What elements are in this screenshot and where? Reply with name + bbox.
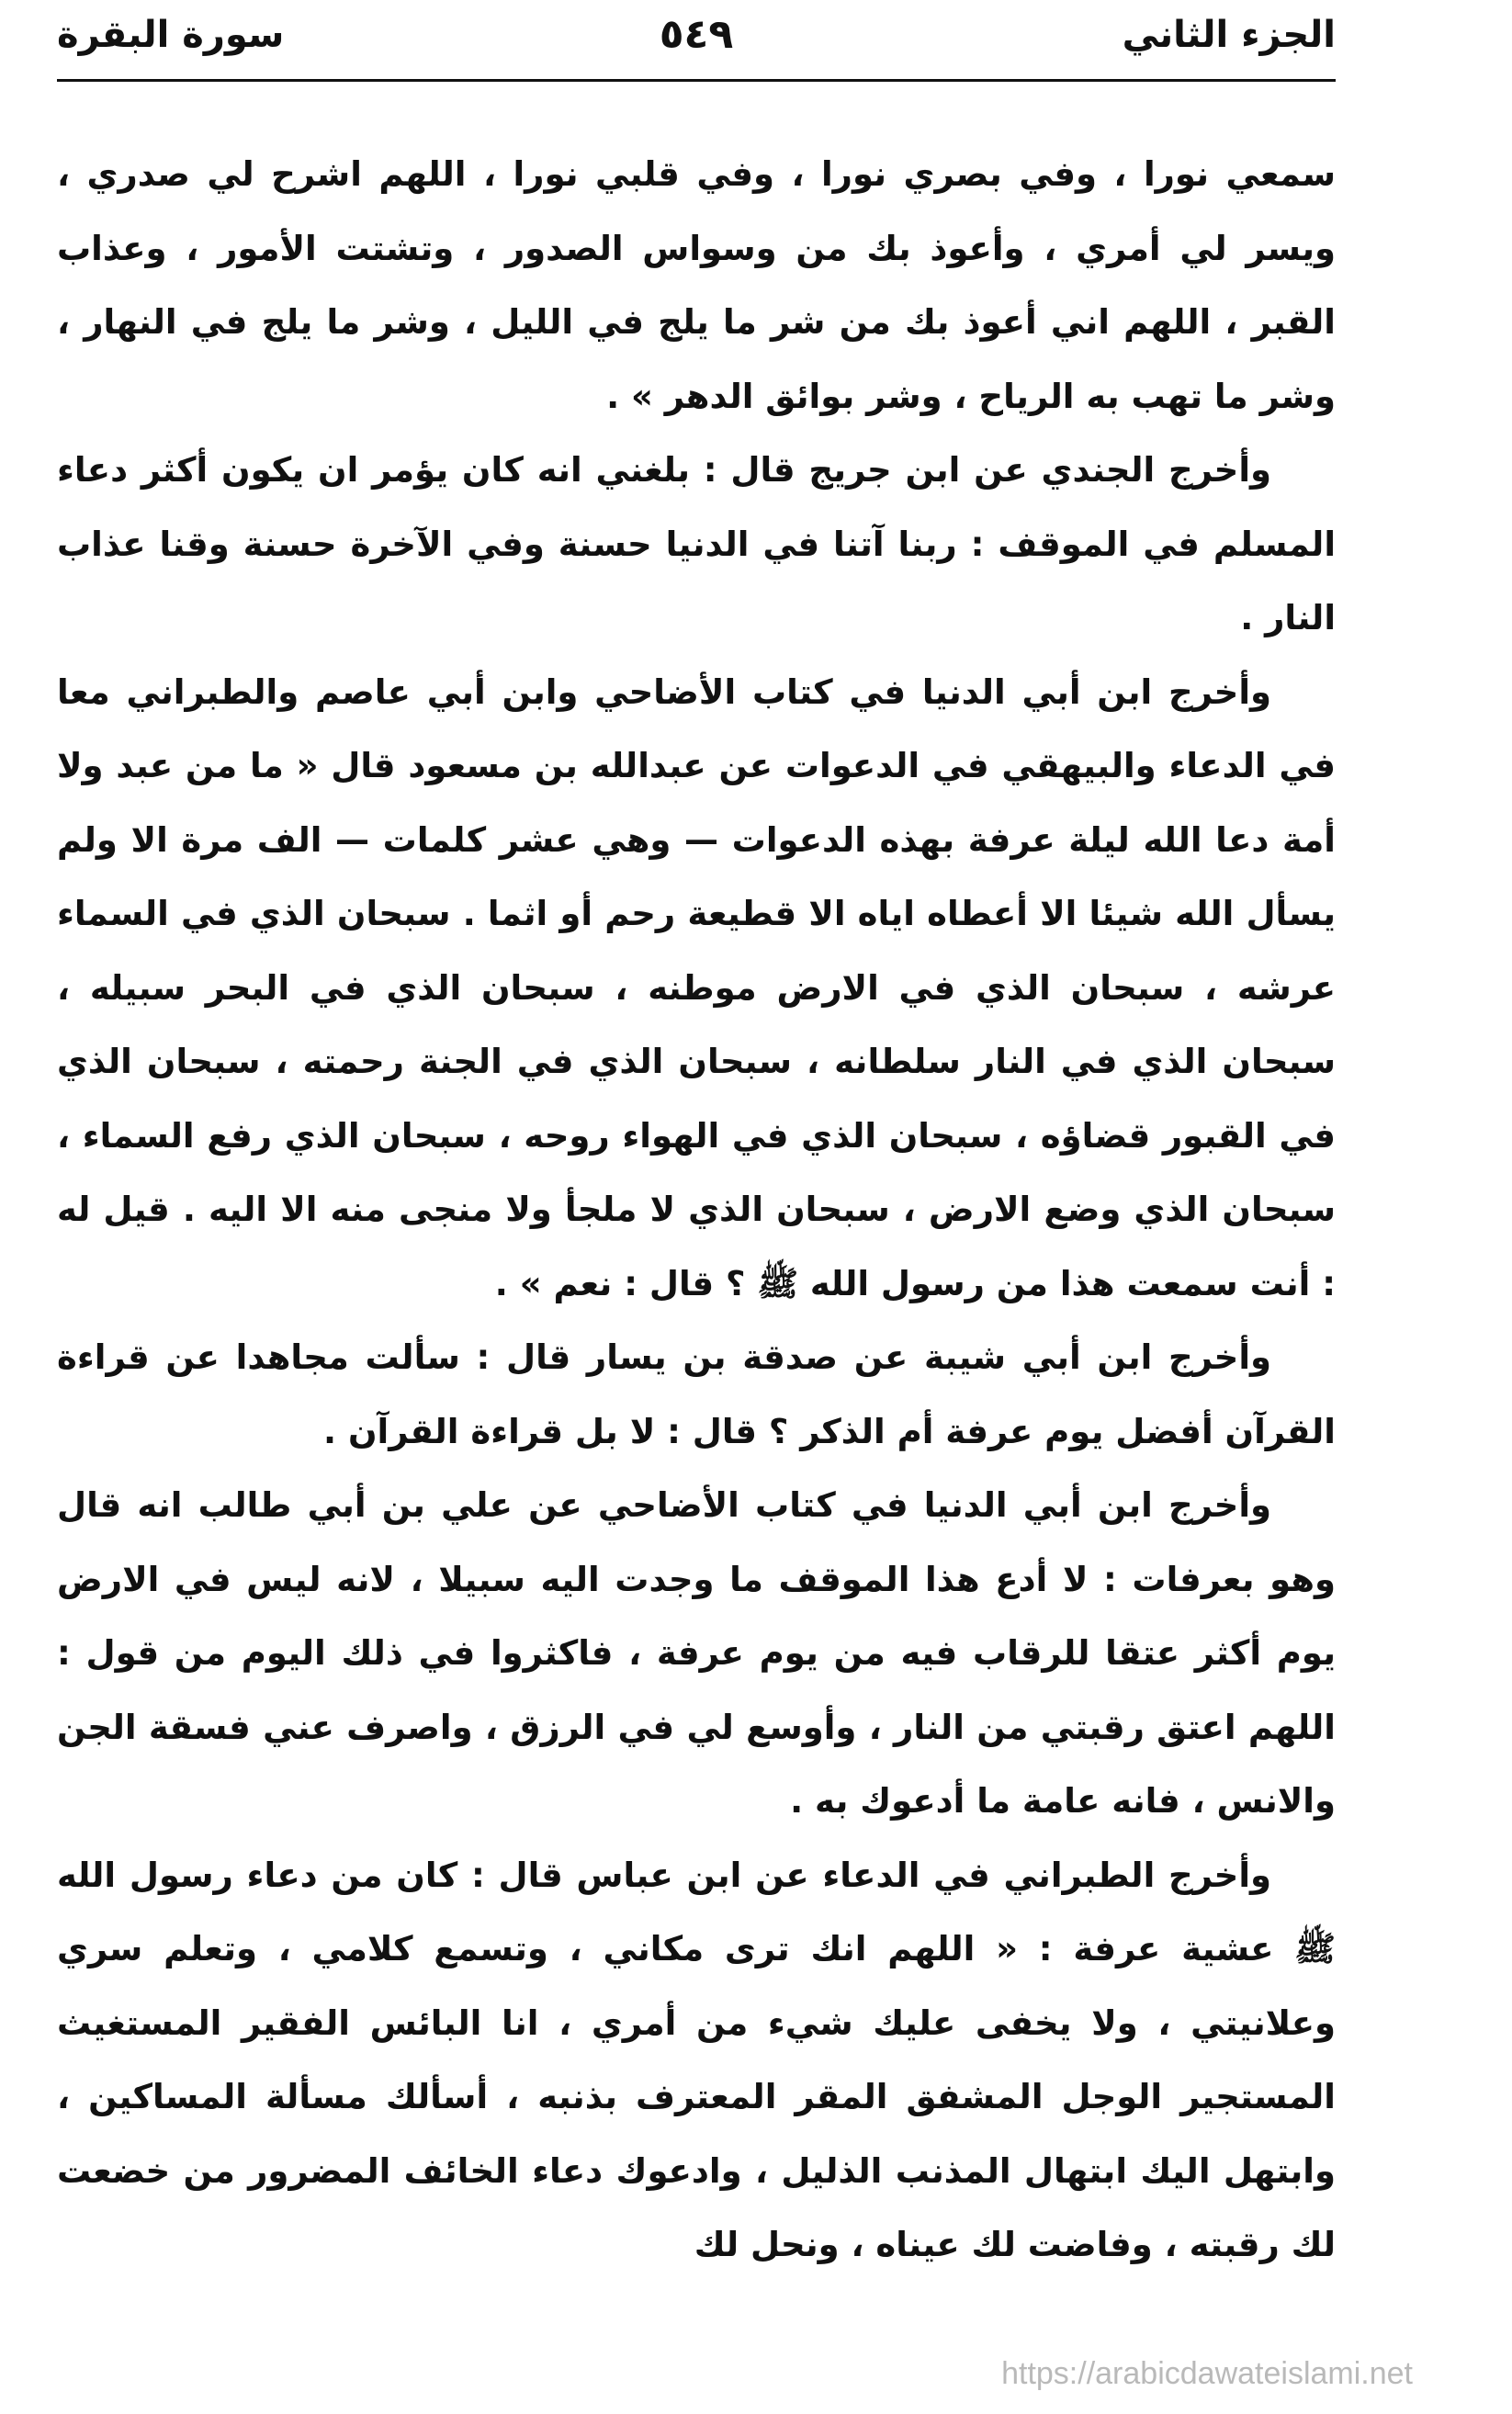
juz-label: الجزء الثاني bbox=[1122, 14, 1336, 56]
paragraph-continuation: سمعي نورا ، وفي بصري نورا ، وفي قلبي نورا ، اللهم اشرح لي صدري ، ويسر لي أمري ، وأعوذ بك من وسواس الصدور ، وتشتت الأمور ، وعذاب القبر ، اللهم اني أعوذ بك من شر ما يلج في الليل ، وشر ما يلج في النهار ، وشر ما تهب به الرياح ، وشر بوائق الدهر » . bbox=[57, 154, 1336, 416]
paragraph-al-tabarani: وأخرج الطبراني في الدعاء عن ابن عباس قال : كان من دعاء رسول الله ﷺ عشية عرفة : « اللهم انك ترى مكاني ، وتسمع كلامي ، وتعلم سري وعلانيتي ، ولا يخفى عليك شيء من أمري ، انا البائس الفقير المستغيث المستجير الوجل المشفق المقر المعترف بذنبه ، أسألك مسألة المساكين ، وابتهل اليك ابتهال المذنب الذليل ، وادعوك دعاء الخائف المضرور من خضعت لك رقبته ، وفاضت لك عيناه ، ونحل لك bbox=[57, 1855, 1336, 2264]
paragraph-ali-ibn-abi-talib: وأخرج ابن أبي الدنيا في كتاب الأضاحي عن علي بن أبي طالب انه قال وهو بعرفات : لا أدع هذا الموقف ما وجدت اليه سبيلا ، لانه ليس في الارض يوم أكثر عتقا للرقاب فيه من يوم عرفة ، فاكثروا في ذلك اليوم من قول : اللهم اعتق رقبتي من النار ، وأوسع لي في الرزق ، واصرف عني فسقة الجن والانس ، فانه عامة ما أدعوك به . bbox=[57, 1485, 1336, 1821]
header-rule bbox=[57, 79, 1336, 82]
paragraph-al-jundi: وأخرج الجندي عن ابن جريج قال : بلغني انه كان يؤمر ان يكون أكثر دعاء المسلم في الموقف : ربنا آتنا في الدنيا حسنة وفي الآخرة حسنة وقنا عذاب النار . bbox=[57, 450, 1336, 637]
running-header bbox=[57, 6, 1336, 72]
paragraph-ibn-abi-al-dunya: وأخرج ابن أبي الدنيا في كتاب الأضاحي وابن أبي عاصم والطبراني معا في الدعاء والبيهقي في الدعوات عن عبدالله بن مسعود قال « ما من عبد ولا أمة دعا الله ليلة عرفة بهذه الدعوات — وهي عشر كلمات — الف مرة الا ولم يسأل الله شيئا الا أعطاه اياه الا قطيعة رحم أو اثما . سبحان الذي في السماء عرشه ، سبحان الذي في الارض موطنه ، سبحان الذي في البحر سبيله ، سبحان الذي في النار سلطانه ، سبحان الذي في الجنة رحمته ، سبحان الذي في القبور قضاؤه ، سبحان الذي في الهواء روحه ، سبحان الذي رفع السماء ، سبحان الذي وضع الارض ، سبحان الذي لا ملجأ ولا منجى منه الا اليه . قيل له : أنت سمعت هذا من رسول الله ﷺ ؟ قال : نعم » . bbox=[57, 671, 1336, 1303]
surah-label: سورة البقرة bbox=[57, 14, 285, 56]
paragraph-ibn-abi-shaybah: وأخرج ابن أبي شيبة عن صدقة بن يسار قال : سألت مجاهدا عن قراءة القرآن أفضل يوم عرفة أم الذكر ؟ قال : لا بل قراءة القرآن . bbox=[57, 1337, 1336, 1451]
watermark-url: https://arabicdawateislami.net bbox=[1001, 2356, 1413, 2391]
page-number: ٥٤٩ bbox=[659, 11, 734, 58]
page-body bbox=[57, 138, 1336, 2283]
